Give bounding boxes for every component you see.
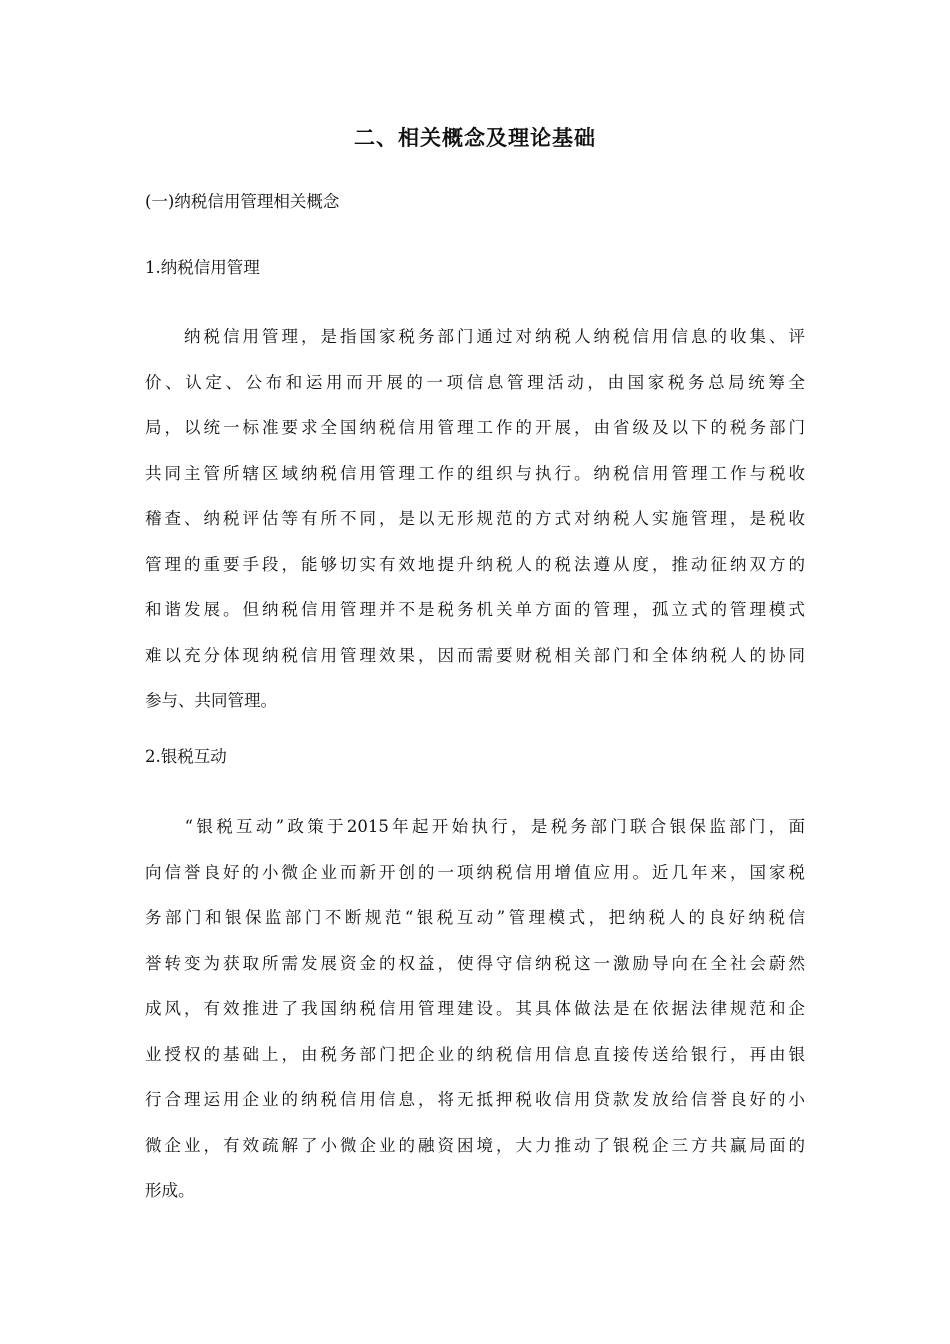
section-heading: (一)纳税信用管理相关概念 [145, 192, 340, 211]
paragraph-line: 稽查、纳税评估等有所不同，是以无形规范的方式对纳税人实施管理，是税收 [145, 509, 805, 528]
paragraph-line: 向信誉良好的小微企业而新开创的一项纳税信用增值应用。近几年来，国家税 [145, 862, 805, 882]
page-title: 二、相关概念及理论基础 [354, 125, 596, 150]
paragraph-tax-credit-management [145, 314, 805, 724]
paragraph-bank-tax-interaction [145, 804, 805, 1214]
subsection-heading-1: 1.纳税信用管理 [145, 258, 260, 277]
paragraph-line: 业授权的基础上，由税务部门把企业的纳税信用信息直接传送给银行，再由银 [145, 1044, 805, 1064]
paragraph-line: 成风，有效推进了我国纳税信用管理建设。其具体做法是在依据法律规范和企 [145, 999, 805, 1018]
subsection-heading-2: 2.银税互动 [145, 747, 227, 766]
paragraph-line: 参与、共同管理。 [145, 691, 277, 710]
paragraph-line: 务部门和银保监部门不断规范“银税互动”管理模式，把纳税人的良好纳税信 [145, 908, 805, 927]
paragraph-line: 誉转变为获取所需发展资金的权益，使得守信纳税这一激励导向在全社会蔚然 [145, 953, 805, 973]
paragraph-line: 行合理运用企业的纳税信用信息，将无抵押税收信用贷款发放给信誉良好的小 [145, 1090, 805, 1109]
paragraph-line: 管理的重要手段，能够切实有效地提升纳税人的税法遵从度，推动征纳双方的 [145, 554, 805, 574]
paragraph-line: 共同主管所辖区域纳税信用管理工作的组织与执行。纳税信用管理工作与税收 [145, 463, 805, 483]
paragraph-line: 微企业，有效疏解了小微企业的融资困境，大力推动了银税企三方共赢局面的 [145, 1135, 805, 1155]
paragraph-line: 纳税信用管理，是指国家税务部门通过对纳税人纳税信用信息的收集、评 [145, 327, 805, 346]
paragraph-line: 形成。 [145, 1181, 195, 1200]
paragraph-line: 难以充分体现纳税信用管理效果，因而需要财税相关部门和全体纳税人的协同 [145, 645, 805, 665]
paragraph-line: 价、认定、公布和运用而开展的一项信息管理活动，由国家税务总局统筹全 [145, 372, 805, 392]
paragraph-line: “银税互动”政策于2015年起开始执行，是税务部门联合银保监部门，面 [145, 817, 805, 836]
paragraph-line: 局，以统一标准要求全国纳税信用管理工作的开展，由省级及以下的税务部门 [145, 418, 805, 437]
paragraph-line: 和谐发展。但纳税信用管理并不是税务机关单方面的管理，孤立式的管理模式 [145, 600, 805, 619]
